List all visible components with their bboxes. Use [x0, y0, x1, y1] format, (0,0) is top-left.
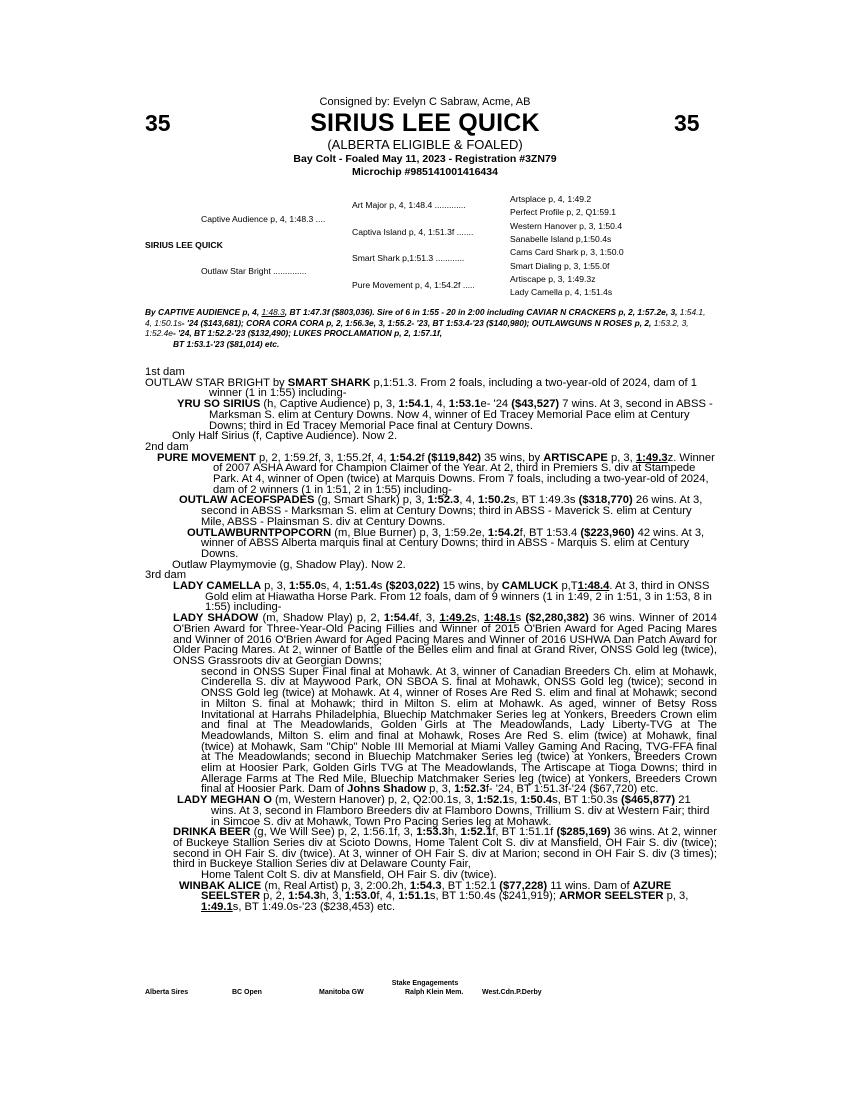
- stake-west-cdn-derby: West.Cdn.P.Derby: [482, 989, 542, 996]
- offspring-name: DRINKA BEER: [173, 826, 251, 839]
- record: 1:54.2: [389, 451, 422, 464]
- record: 1:54.4: [383, 612, 416, 625]
- record: 1:52.1: [460, 826, 493, 839]
- stake-alberta-sires: Alberta Sires: [145, 989, 189, 996]
- stake-bc-open: BC Open: [232, 989, 262, 996]
- second-dam-offspring-1: [145, 495, 717, 527]
- text: (m, Real Artist) p, 3, 2:00.2h,: [261, 879, 410, 892]
- text: 42 wins. At 3, winner of ABSS Alberta marquis final at Century Downs; third in ABSS - Marquis S. elim at Century Downs.: [201, 526, 705, 560]
- sire-summary: [145, 307, 711, 349]
- text: f, BT 1:53.4: [519, 526, 581, 539]
- sire-best-time: 1:48.3: [261, 307, 285, 317]
- female-family: [145, 367, 717, 913]
- colt-description: Bay Colt - Foaled May 11, 2023 - Registration #3ZN79: [293, 153, 557, 165]
- text: OUTLAW STAR BRIGHT by: [145, 376, 288, 389]
- text: 35 wins, by: [481, 451, 544, 464]
- text: s,: [508, 794, 521, 807]
- dam-sire-name: SMART SHARK: [287, 376, 371, 389]
- record: 1:54.3: [409, 879, 442, 892]
- sire-text: 1:53.2, 3, 1:52.4e: [145, 317, 689, 338]
- text: p,1:51.3. From 2 foals, including a two-year-old of 2024, dam of 1 winner (1 in 1:55) including-: [209, 376, 697, 400]
- pedigree-dam: Outlaw Star Bright ..............: [201, 266, 307, 276]
- stake-manitoba-gw: Manitoba GW: [319, 989, 364, 996]
- microchip: Microchip #985141001416434: [352, 166, 498, 178]
- second-dam-offspring-3: Outlaw Playmymovie (g, Shadow Play). Now 2.: [172, 558, 406, 571]
- text: h,: [447, 826, 461, 839]
- text: , BT 1:52.1: [441, 879, 500, 892]
- text: 21 wins. At 3, second in Flamboro Breeders div at Flamboro Downs, Trillium S. div at Western Fair; third in Simcoe S. div at Mohawk, Town Pro Pacing Series leg at Mohawk.: [211, 794, 710, 828]
- text: s, 4,: [320, 580, 346, 593]
- third-dam-offspring-drinka-beer-cont: Home Talent Colt S. div at Mansfield, OH Fair S. div (twice).: [201, 869, 497, 882]
- second-dam-offspring-2: [145, 528, 717, 560]
- offspring-name: OUTLAWBURNTPOPCORN: [187, 526, 332, 539]
- pedigree-g3-8: Lady Camella p, 4, 1:51.4s: [510, 287, 613, 297]
- text: p, 3,: [663, 890, 689, 903]
- offspring-name: LADY MEGHAN O: [177, 794, 272, 807]
- earnings: ($77,228): [499, 879, 548, 892]
- grand-offspring-name: ARMOR SEELSTER: [559, 890, 664, 903]
- record: 1:51.1: [398, 890, 430, 903]
- text: . At 3, third in ONSS Gold elim at Hiawatha Horse Park. From 12 foals, dam of 9 winners (1 in 1:49, 2 in 1:51, 3 in 1:53, 8 in 1:55) including-: [205, 580, 712, 614]
- record: 1:48.1: [483, 612, 516, 625]
- pedigree-g3-1: Artsplace p, 4, 1:49.2: [510, 194, 592, 204]
- pedigree-sire-dam: Captiva Island p, 4, 1:51.3f .......: [352, 227, 474, 237]
- dam-name: PURE MOVEMENT: [157, 451, 256, 464]
- text: s, BT 1:50.4s ($241,919);: [429, 890, 560, 903]
- pedigree-g3-3: Western Hanover p, 3, 1:50.4: [510, 221, 623, 231]
- text: 36 wins. At 2, winner of Buckeye Stallion Series div at Scioto Downs, Home Talent Colt S. div at Mansfield, OH Fair S. div (twice); second in OH Fair S. div (twice). At 3, winner of OH Fair S. div at Marion; second in OH Fair S. div (3 times); third in Buckeye Stallion Series div at Delaware County Fair,: [173, 826, 717, 871]
- grand-offspring-name: AZURE SEELSTER: [201, 879, 672, 903]
- record: 1:52.3: [427, 494, 460, 507]
- sire-name: CAMLUCK: [501, 580, 559, 593]
- text: p, 3,: [607, 451, 636, 464]
- third-dam-offspring-lady-shadow: [145, 613, 717, 667]
- earnings: ($285,169): [556, 826, 611, 839]
- record: 1:52.3: [454, 783, 486, 796]
- pedigree-g3-7: Artiscape p, 3, 1:49.3z: [510, 274, 596, 284]
- pedigree-sire: Captive Audience p, 4, 1:48.3 ....: [201, 214, 326, 224]
- earnings: ($119,842): [427, 451, 482, 464]
- sire-text: OUTLAWGUNS N ROSES p, 2,: [531, 317, 654, 328]
- hip-number-left: 35: [145, 110, 171, 136]
- sire-text: , BT 1:47.3f ($803,036). Sire of 6 in 1:55 - 20 in 2:00 including CAVIAR N CRACKERS p,: [284, 307, 626, 317]
- text: f, 3,: [415, 612, 440, 625]
- record: 1:49.2: [439, 612, 472, 625]
- text: , 4,: [459, 494, 479, 507]
- text: p, 2, 1:59.2f, 3, 1:55.2f, 4,: [255, 451, 390, 464]
- record: 1:48.4: [577, 580, 610, 593]
- record: 1:52.1: [476, 794, 509, 807]
- sire-text: 2, 1:57.2e, 3,: [628, 307, 680, 317]
- stake-ralph-klein: Ralph Klein Mem.: [405, 989, 464, 996]
- record: 1:54.1: [398, 398, 431, 411]
- second-dam-entry: [145, 453, 717, 496]
- text: p,T: [558, 580, 578, 593]
- text: h, 3,: [319, 890, 345, 903]
- first-dam-heading: 1st dam: [145, 366, 185, 378]
- first-dam-offspring-2: Only Half Sirius (f, Captive Audience). Now 2.: [172, 430, 398, 443]
- text: s: [376, 580, 386, 593]
- first-dam-intro: [145, 378, 717, 399]
- first-dam-offspring-1: [145, 399, 717, 431]
- record: 1:53.3: [416, 826, 448, 839]
- text: 11 wins. Dam of: [547, 879, 633, 892]
- pedigree-g3-2: Perfect Profile p, 2, Q1:59.1: [510, 207, 617, 217]
- third-dam-heading: 3rd dam: [145, 569, 187, 582]
- record: 1:49.3: [635, 451, 668, 464]
- third-dam-entry: [145, 581, 717, 613]
- pedigree-subject: SIRIUS LEE QUICK: [145, 240, 223, 250]
- offspring-name: WINBAK ALICE: [179, 879, 262, 892]
- grand-offspring-name: Johns Shadow: [347, 783, 427, 796]
- text: s: [515, 612, 526, 625]
- horse-name: SIRIUS LEE QUICK: [310, 109, 540, 137]
- sire-text: 1:54.1, 4, 1:50.1s: [145, 307, 706, 328]
- record: 1:51.4: [345, 580, 377, 593]
- earnings: ($223,960): [580, 526, 635, 539]
- text: f, BT 1:51.1f: [492, 826, 557, 839]
- pedigree-sire-sire: Art Major p, 4, 1:48.4 .............: [352, 200, 466, 210]
- text: (h, Captive Audience) p, 3,: [260, 398, 399, 411]
- third-dam-offspring-lady-meghan: [145, 795, 717, 827]
- text: (m, Shadow Play) p, 2,: [258, 612, 384, 625]
- earnings: ($43,527): [511, 398, 560, 411]
- earnings: ($465,877): [621, 794, 676, 807]
- dam-name: LADY CAMELLA: [173, 580, 262, 593]
- text: (g, We Will See) p, 2, 1:56.1f, 3,: [250, 826, 417, 839]
- text: 7 wins. At 3, second in ABSS - Marksman S. elim at Century Downs. Now 4, winner of Ed Tracey Memorial Pace elim at Century Downs; third in Ed Tracey Memorial Pace final at Century Downs.: [209, 398, 713, 432]
- text: p, 2,: [260, 890, 289, 903]
- earnings: ($2,280,382): [525, 612, 589, 625]
- record: 1:55.0: [289, 580, 321, 593]
- text: z. Winner of 2007 ASHA Award for Champion Claimer of the Year. At 2, third in Premiers S. div at Stampede Park. At 4, winner of Open (twice) at Marquis Downs. From 7 foals, including a two-year-old of 2024, dam of 2 winners (1 in 1:51, 2 in 1:55) including-: [213, 451, 715, 496]
- second-dam-heading: 2nd dam: [145, 440, 189, 453]
- earnings: ($203,022): [385, 580, 440, 593]
- pedigree-g3-5: Cams Card Shark p, 3, 1:50.0: [510, 247, 624, 257]
- record: 1:54.2: [487, 526, 520, 539]
- text: f: [421, 451, 428, 464]
- offspring-name: YRU SO SIRIUS: [177, 398, 261, 411]
- sire-text: - '24 ($143,681); CORA CORA CORA p, 2, 1:56.3e, 3, 1:55.2- '23, BT 1:53.4-'23 ($140,980);: [181, 317, 530, 328]
- text: 26 wins. At 3, second in ABSS - Marksman S. elim at Century Downs; third in ABSS - Maverick S. elim at Century Mile, ABSS - Plainsman S. div at Century Downs.: [201, 494, 703, 528]
- text: p, 3,: [261, 580, 290, 593]
- text: e- '24: [480, 398, 512, 411]
- record: 1:50.4: [520, 794, 553, 807]
- text: s, BT 1:49.0s-'23 ($238,453) etc.: [232, 901, 396, 914]
- third-dam-offspring-winbak-alice: [145, 881, 717, 913]
- text: (g, Smart Shark) p, 3,: [314, 494, 428, 507]
- third-dam-offspring-lady-shadow-cont: [145, 667, 717, 795]
- sire-text: By CAPTIVE AUDIENCE p, 4,: [145, 307, 262, 317]
- earnings: ($318,770): [578, 494, 633, 507]
- consignor-line: Consigned by: Evelyn C Sabraw, Acme, AB: [319, 96, 531, 108]
- hip-number-right: 35: [674, 110, 700, 136]
- sire-text: - '24, BT 1:52.2-'23 ($132,490); LUKES PROCLAMATION p, 2, 1:57.1f,: [172, 328, 443, 338]
- text: (m, Blue Burner) p, 3, 1:59.2e,: [331, 526, 488, 539]
- record: 1:53.0: [344, 890, 377, 903]
- text: s,: [471, 612, 484, 625]
- text: , 4,: [430, 398, 449, 411]
- pedigree-g3-6: Smart Dialing p, 3, 1:55.0f: [510, 261, 610, 271]
- text: s, BT 1:50.3s: [552, 794, 621, 807]
- text: f, 4,: [376, 890, 399, 903]
- text: (m, Western Hanover) p, 2, Q2:00.1s, 3,: [271, 794, 477, 807]
- record: 1:54.3: [288, 890, 320, 903]
- third-dam-offspring-drinka-beer: [145, 827, 717, 870]
- stake-engagements-title: Stake Engagements: [391, 980, 459, 987]
- sire-name: ARTISCAPE: [543, 451, 608, 464]
- offspring-name: OUTLAW ACEOFSPADES: [179, 494, 315, 507]
- record: 1:49.1: [201, 901, 233, 914]
- text: 15 wins, by: [439, 580, 502, 593]
- offspring-name: LADY SHADOW: [173, 612, 259, 625]
- text: second in ONSS Super Final final at Mohawk. At 3, winner of Canadian Breeders Ch. elim at Mohawk, Cinderella S. div at Maywood Park, ON SBOA S. final at Mohawk, ONSS Gold leg (twice); second in ONSS Gold leg (twice) at Mohawk. At 4, winner of Roses Are Red S. elim and final at Mohawk; second in Milton S. final at Mohawk; third in Milton S. elim at Mohawk. As aged, winner of Betsy Ross Invitational at Harrahs Philadelphia, Bluechip Matchmaker Series leg at Yonkers, Breeders Crown elim and final at The Meadowlands, Golden Girls at The Meadowlands, Lady Liberty-TVG at The Meadowlands, Milton S. elim and final at Mohawk, Roses Are Red S. elim (twice) at Mohawk, final (twice) at Mohawk, Sam "Chip" Noble III Memorial at Miami Valley Gaming And Racing, TVG-FFA final at The Meadowlands; second in Bluechip Matchmaker Series leg (twice) at Yonkers, Breeders Crown elim at Hoosier Park, Golden Girls TVG at The Meadowlands, The Artiscape at Tioga Downs; third in Allerage Farms at The Red Mile, Bluechip Matchmaker Series leg (twice) at Yonkers, Breeders Crown final at Hoosier Park. Dam of: [201, 665, 717, 796]
- sire-text: BT 1:53.1-'23 ($81,014) etc.: [173, 338, 280, 349]
- pedigree-dam-dam: Pure Movement p, 4, 1:54.2f .....: [352, 280, 475, 290]
- text: s, BT 1:49.3s: [509, 494, 579, 507]
- record: 1:53.1: [448, 398, 481, 411]
- record: 1:50.2: [478, 494, 510, 507]
- text: f- '24, BT 1:51.3f-'24 ($67,720) etc.: [485, 783, 659, 796]
- text: p, 3,: [426, 783, 455, 796]
- pedigree-dam-sire: Smart Shark p,1:51.3 ............: [352, 253, 465, 263]
- eligibility: (ALBERTA ELIGIBLE & FOALED): [327, 137, 523, 152]
- text: 36 wins. Winner of 2014 O'Brien Award for Three-Year-Old Pacing Fillies and Winner of 2015 O'Brien Award for Aged Pacing Mares and Winner of 2016 O'Brien Award for Aged Pacing Mares and Winner of 2016 USHWA Dan Patch Award for Older Pacing Mares. At 2, winner of Battle of the Belles elim and final at Grand River, ONSS Gold leg (twice), ONSS Grassroots div at Georgian Downs;: [173, 612, 718, 667]
- pedigree-g3-4: Sanabelle Island p,1:50.4s: [510, 234, 612, 244]
